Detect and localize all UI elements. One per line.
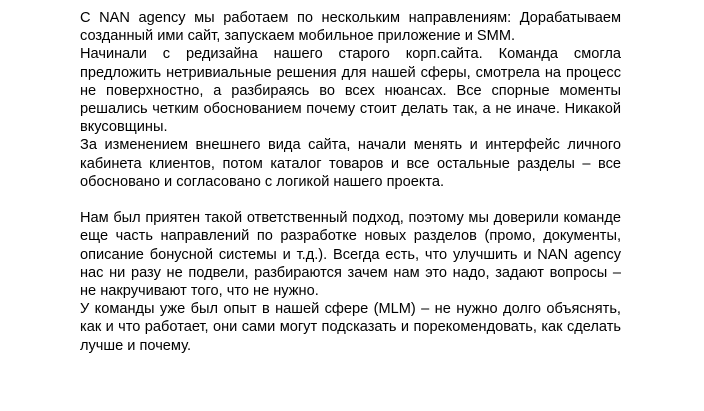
- paragraph-trust: Нам был приятен такой ответственный подход, поэтому мы доверили команде еще часть направлений по разработке новых разделов (промо, документы, описание бонусной системы и т.д.). Всегда есть, что улучшить и NAN agency нас ни разу не подвели, разбираются зачем нам это надо, задают вопросы – не накручивают того, что не нужно.: [80, 210, 621, 300]
- paragraph-experience: У команды уже был опыт в нашей сфере (MLM) – не нужно долго объяснять, как и что работает, они сами могут подсказать и порекомендовать, как сделать лучше и почему.: [80, 301, 621, 354]
- paragraph-redesign: Начинали с редизайна нашего старого корп.сайта. Команда смогла предложить нетривиальные решения для нашей сферы, смотрела на процесс не поверхностно, а разбираясь во всех нюансах. Все спорные моменты решались четким обоснованием почему стоит делать так, а не иначе. Никакой вкусовщины.: [80, 46, 621, 136]
- paragraph-spacer: [80, 191, 621, 209]
- paragraph-intro: С NAN agency мы работаем по нескольким направлениям: Дорабатываем созданный ими сайт, запускаем мобильное приложение и SMM.: [80, 10, 621, 45]
- paragraph-interface: За изменением внешнего вида сайта, начали менять и интерфейс личного кабинета клиентов, потом каталог товаров и все остальные разделы – все обосновано и согласовано с логикой нашего проекта.: [80, 137, 621, 190]
- document-body: [80, 9, 621, 355]
